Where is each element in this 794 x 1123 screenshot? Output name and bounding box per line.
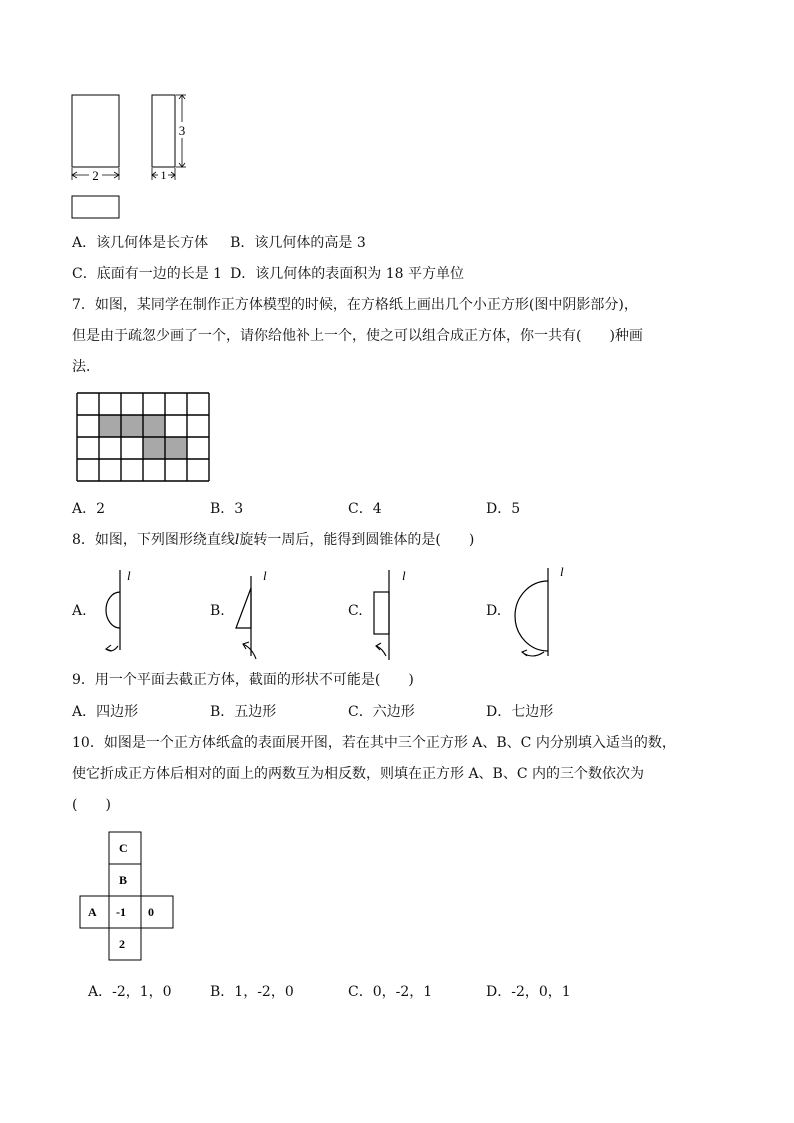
q9-option-d: D．七边形 bbox=[486, 704, 554, 720]
axis-l-label: l bbox=[560, 564, 564, 579]
q8-figure-c bbox=[364, 564, 424, 664]
q7-option-a: A．2 bbox=[72, 501, 106, 517]
q7-option-c: C．4 bbox=[348, 501, 382, 517]
q10-stem-line2: 使它折成正方体后相对的面上的两数互为相反数，则填在正方形 A、B、C 内的三个数依次为 bbox=[72, 766, 645, 782]
net-label-b: B bbox=[119, 873, 128, 887]
q7-stem-line1: 7．如图，某同学在制作正方体模型的时候，在方格纸上画出几个小正方形(图中阴影部分)， bbox=[72, 297, 638, 313]
net-cell-zero bbox=[141, 896, 173, 928]
axis-symbol: l bbox=[234, 532, 240, 548]
three-view-figure bbox=[60, 88, 200, 223]
q8-figure-d bbox=[502, 564, 582, 664]
q10-stem-line1: 10．如图是一个正方体纸盒的表面展开图，若在其中三个正方形 A、B、C 内分别填入适当的数， bbox=[72, 735, 676, 751]
q6-option-c: C．底面有一边的长是 1 bbox=[72, 266, 223, 282]
q10-option-b: B．1，-2，0 bbox=[210, 984, 294, 1000]
q10-option-c: C．0，-2，1 bbox=[348, 984, 433, 1000]
q8-stem: 8．如图，下列图形绕直线l旋转一周后，能得到圆锥体的是( ) bbox=[72, 532, 475, 548]
shaded-square bbox=[99, 415, 121, 437]
side-height-label: 3 bbox=[178, 123, 186, 138]
q10-stem-line3: ( ) bbox=[72, 797, 111, 813]
shaded-square bbox=[165, 437, 187, 459]
front-width-label: 2 bbox=[92, 168, 99, 183]
q9-stem: 9．用一个平面去截正方体，截面的形状不可能是( ) bbox=[72, 672, 414, 688]
q10-option-d: D．-2，0，1 bbox=[486, 984, 571, 1000]
cube-net-figure bbox=[78, 830, 188, 965]
net-label-two: 2 bbox=[119, 937, 125, 951]
top-view-rect bbox=[72, 196, 119, 218]
axis-l-label: l bbox=[402, 568, 406, 583]
q7-stem-line2: 但是由于疏忽少画了一个，请你给他补上一个，使之可以组合成正方体，你一共有( )种画 bbox=[72, 328, 643, 344]
axis-l-label: l bbox=[127, 568, 131, 583]
q7-option-d: D．5 bbox=[486, 501, 521, 517]
front-view-rect bbox=[72, 95, 119, 167]
shaded-square bbox=[121, 415, 143, 437]
q8-figure-label-d: D. bbox=[486, 603, 502, 619]
net-label-a: A bbox=[88, 905, 97, 919]
q8-figure-label-b: B. bbox=[210, 603, 225, 619]
q8-figure-a bbox=[88, 564, 148, 664]
q6-option-b: B．该几何体的高是 3 bbox=[230, 235, 366, 251]
q7-stem-line3: 法． bbox=[72, 359, 100, 375]
side-view-rect bbox=[152, 95, 175, 167]
q7-grid-figure bbox=[76, 392, 214, 484]
shaded-square bbox=[143, 415, 165, 437]
q9-option-a: A．四边形 bbox=[72, 704, 139, 720]
net-cell-two bbox=[109, 928, 141, 960]
q8-figure-b bbox=[226, 564, 286, 664]
axis-l-label: l bbox=[263, 568, 267, 583]
q9-option-c: C．六边形 bbox=[348, 704, 415, 720]
net-label-c: C bbox=[119, 841, 128, 855]
q9-option-b: B．五边形 bbox=[210, 704, 277, 720]
side-width-label: 1 bbox=[160, 168, 167, 182]
q8-figure-label-a: A. bbox=[72, 603, 87, 619]
q6-option-a: A．该几何体是长方体 bbox=[72, 235, 209, 251]
q7-option-b: B．3 bbox=[210, 501, 244, 517]
net-label-minus-one: -1 bbox=[116, 905, 126, 919]
net-label-zero: 0 bbox=[148, 905, 154, 919]
shaded-square bbox=[143, 437, 165, 459]
q6-option-d: D．该几何体的表面积为 18 平方单位 bbox=[230, 266, 465, 282]
q8-figure-label-c: C. bbox=[348, 603, 363, 619]
q10-option-a: A．-2，1，0 bbox=[88, 984, 172, 1000]
